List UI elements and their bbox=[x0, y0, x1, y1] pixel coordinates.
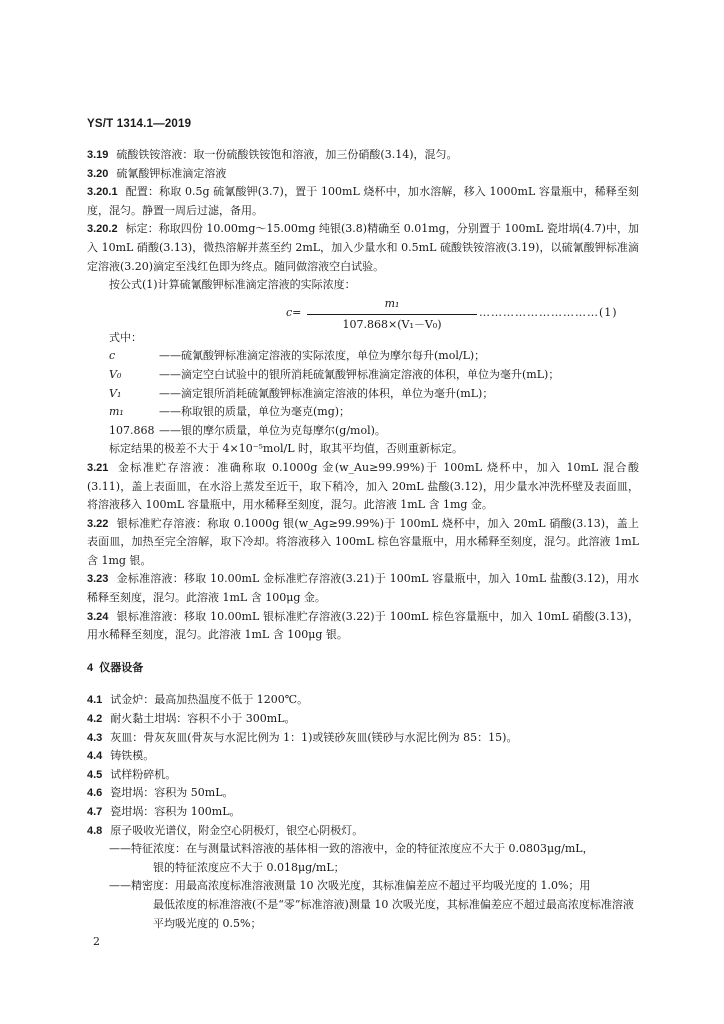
clause-text: 灰皿：骨灰灰皿(骨灰与水泥比例为 1：1)或镁砂灰皿(镁砂与水泥比例为 85：15)。 bbox=[110, 730, 518, 744]
clause-text: 瓷坩埚：容积为 50mL。 bbox=[110, 786, 234, 800]
clause-number: 4.7 bbox=[87, 806, 103, 818]
definition-item bbox=[109, 385, 639, 404]
clause-4-4 bbox=[87, 747, 639, 766]
definition-symbol: V₀ bbox=[109, 367, 122, 381]
clause-text: 配置：称取 0.5g 硫氰酸钾(3.7)，置于 100mL 烧杯中，加水溶解，移入 1000mL 容量瓶中，稀释至刻度，混匀。静置一周后过滤，备用。 bbox=[87, 185, 639, 217]
clause-number: 4.4 bbox=[87, 750, 103, 763]
clause-text: 瓷坩埚：容积为 100mL。 bbox=[110, 805, 241, 818]
clause-number: 3.20 bbox=[87, 167, 109, 180]
clause-text: 金标准溶液：移取 10.00mL 金标准贮存溶液(3.21)于 100mL 容量瓶中，加入 10mL 盐酸(3.12)，用水稀释至刻度，混匀。此溶液 1mL 含 100μg 金。 bbox=[87, 572, 639, 605]
definition-item bbox=[109, 403, 639, 422]
clause-3-23 bbox=[87, 570, 639, 607]
section-number: 4 bbox=[87, 661, 94, 674]
clause-number: 4.1 bbox=[87, 694, 103, 707]
clause-3-21 bbox=[87, 459, 639, 515]
formula-intro: 按公式(1)计算硫氰酸钾标准滴定溶液的实际浓度： bbox=[109, 278, 356, 292]
clause-4-7 bbox=[87, 803, 639, 822]
clause-number: 4.5 bbox=[87, 768, 103, 781]
formula-number: …………………………(1) bbox=[479, 305, 618, 319]
clause-number: 3.24 bbox=[87, 610, 109, 623]
clause-3-24 bbox=[87, 608, 639, 645]
requirement-continuation: 最低浓度的标准溶液(不是“零”标准溶液)测量 10 次吸光度，其标准偏差应不超过最高浓度标准溶液平均吸光度的 0.5%； bbox=[153, 897, 634, 930]
document-body bbox=[87, 146, 639, 933]
clause-number: 3.20.2 bbox=[87, 223, 118, 236]
clause-text: 铸铁模。 bbox=[110, 749, 155, 763]
clause-3-20-1 bbox=[87, 183, 639, 220]
requirement-item bbox=[87, 877, 639, 933]
formula-lhs: c= bbox=[286, 305, 302, 319]
clause-4-5 bbox=[87, 766, 639, 785]
where-label: 式中： bbox=[109, 330, 142, 344]
clause-number: 3.22 bbox=[87, 517, 109, 530]
clause-3-20-2 bbox=[87, 220, 639, 276]
clause-number: 4.2 bbox=[87, 713, 103, 726]
formula-fraction bbox=[307, 295, 477, 335]
definition-symbol: 107.868 bbox=[109, 423, 155, 437]
clause-number: 4.6 bbox=[87, 787, 103, 800]
clause-text: 试样粉碎机。 bbox=[110, 767, 177, 781]
clause-number: 3.23 bbox=[87, 573, 109, 586]
clause-text: 试金炉：最高加热温度不低于 1200℃。 bbox=[110, 693, 309, 707]
clause-3-22 bbox=[87, 515, 639, 571]
requirement-line: ——精密度：用最高浓度标准溶液测量 10 次吸光度，其标准偏差应不超过平均吸光度的 1.0%；用 bbox=[109, 879, 591, 893]
clause-number: 4.3 bbox=[87, 731, 103, 744]
requirement-item bbox=[87, 840, 639, 877]
clause-text: 银标准溶液：移取 10.00mL 银标准贮存溶液(3.22)于 100mL 棕色容量瓶中，加入 10mL 硝酸(3.13)，用水稀释至刻度，混匀。此溶液 1mL 含 100μg 银。 bbox=[87, 609, 639, 642]
page-number: 2 bbox=[93, 935, 100, 948]
definition-item bbox=[109, 347, 639, 366]
definition-symbol: V₁ bbox=[109, 386, 122, 400]
clause-text: 金标准贮存溶液：准确称取 0.1000g 金(w_Au≥99.99%)于 100mL 烧杯中，加入 10mL 混合酸(3.11)，盖上表面皿，在水浴上蒸发至近干，取下稍冷，加入 20mL 盐酸(3.12)，用少量水冲洗杯壁及表面皿，将溶液移入 100mL 容量瓶中，用水稀释至刻度，混匀。此溶液 1mL 含 1mg 金。 bbox=[87, 460, 639, 512]
clause-text: 银标准贮存溶液：称取 0.1000g 银(w_Ag≥99.99%)于 100mL 烧杯中，加入 20mL 硝酸(3.13)，盖上表面皿，加热至完全溶解，取下冷却。将溶液移入 100mL 棕色容量瓶中，用水稀释至刻度，混匀。此溶液 1mL 含 1mg 银。 bbox=[87, 516, 639, 567]
clause-text: 硫酸铁铵溶液：取一份硫酸铁铵饱和溶液，加三份硝酸(3.14)，混匀。 bbox=[116, 148, 458, 161]
clause-text: 耐火黏土坩埚：容积不小于 300mL。 bbox=[110, 712, 296, 726]
clause-number: 4.8 bbox=[87, 824, 103, 837]
clause-4-8 bbox=[87, 822, 639, 841]
clause-3-20 bbox=[87, 165, 639, 184]
definition-text: ——滴定空白试验中的银所消耗硫氰酸钾标准滴定溶液的体积，单位为毫升(mL)； bbox=[159, 367, 560, 381]
clause-4-3 bbox=[87, 729, 639, 748]
clause-number: 3.19 bbox=[87, 149, 109, 161]
definition-item bbox=[109, 422, 639, 441]
document-id: YS/T 1314.1—2019 bbox=[87, 118, 192, 130]
clause-3-19 bbox=[87, 146, 639, 165]
formula-1 bbox=[87, 295, 639, 332]
clause-4-6 bbox=[87, 784, 639, 803]
symbol-definitions bbox=[109, 347, 639, 440]
clause-text: 标定：称取四份 10.00mg～15.00mg 纯银(3.8)精确至 0.01mg，分别置于 100mL 瓷坩埚(4.7)中，加入 10mL 硝酸(3.13)，微热溶解并蒸至约 2mL，加入少量水和 0.5mL 硫酸铁铵溶液(3.19)，以硫氰酸钾标准滴定溶液(3.20)滴定至浅红色即为终点。随同做溶液空白试验。 bbox=[87, 222, 639, 273]
clause-4-2 bbox=[87, 710, 639, 729]
requirement-continuation: 银的特征浓度应不大于 0.018μg/mL； bbox=[153, 860, 345, 874]
clause-4-1 bbox=[87, 691, 639, 710]
clause-text: 硫氰酸钾标准滴定溶液 bbox=[116, 166, 227, 180]
definition-text: ——银的摩尔质量，单位为克每摩尔(g/mol)。 bbox=[159, 423, 386, 437]
formula-numerator: m₁ bbox=[307, 295, 477, 316]
clause-number: 3.20.1 bbox=[87, 186, 118, 199]
requirement-line: ——特征浓度：在与测量试料溶液的基体相一致的溶液中，金的特征浓度应不大于 0.0803μg/mL， bbox=[109, 842, 594, 856]
formula-denominator: 107.868×(V₁－V₀) bbox=[342, 318, 442, 332]
clause-text: 原子吸收光谱仪，附金空心阴极灯，银空心阴极灯。 bbox=[110, 823, 364, 837]
definition-text: ——硫氰酸钾标准滴定溶液的实际浓度，单位为摩尔每升(mol/L)； bbox=[159, 349, 486, 363]
section-heading bbox=[87, 659, 639, 678]
definition-text: ——称取银的质量，单位为毫克(mg)； bbox=[159, 405, 351, 419]
section-title: 仪器设备 bbox=[99, 661, 144, 674]
definition-text: ——滴定银所消耗硫氰酸钾标准滴定溶液的体积，单位为毫升(mL)； bbox=[159, 386, 494, 400]
clause-number: 3.21 bbox=[87, 461, 109, 474]
calibration-note: 标定结果的极差不大于 4×10⁻⁵mol/L 时，取其平均值，否则重新标定。 bbox=[109, 442, 464, 456]
definition-symbol: c bbox=[109, 349, 116, 363]
definition-item bbox=[109, 366, 639, 385]
definition-symbol: m₁ bbox=[109, 405, 124, 419]
